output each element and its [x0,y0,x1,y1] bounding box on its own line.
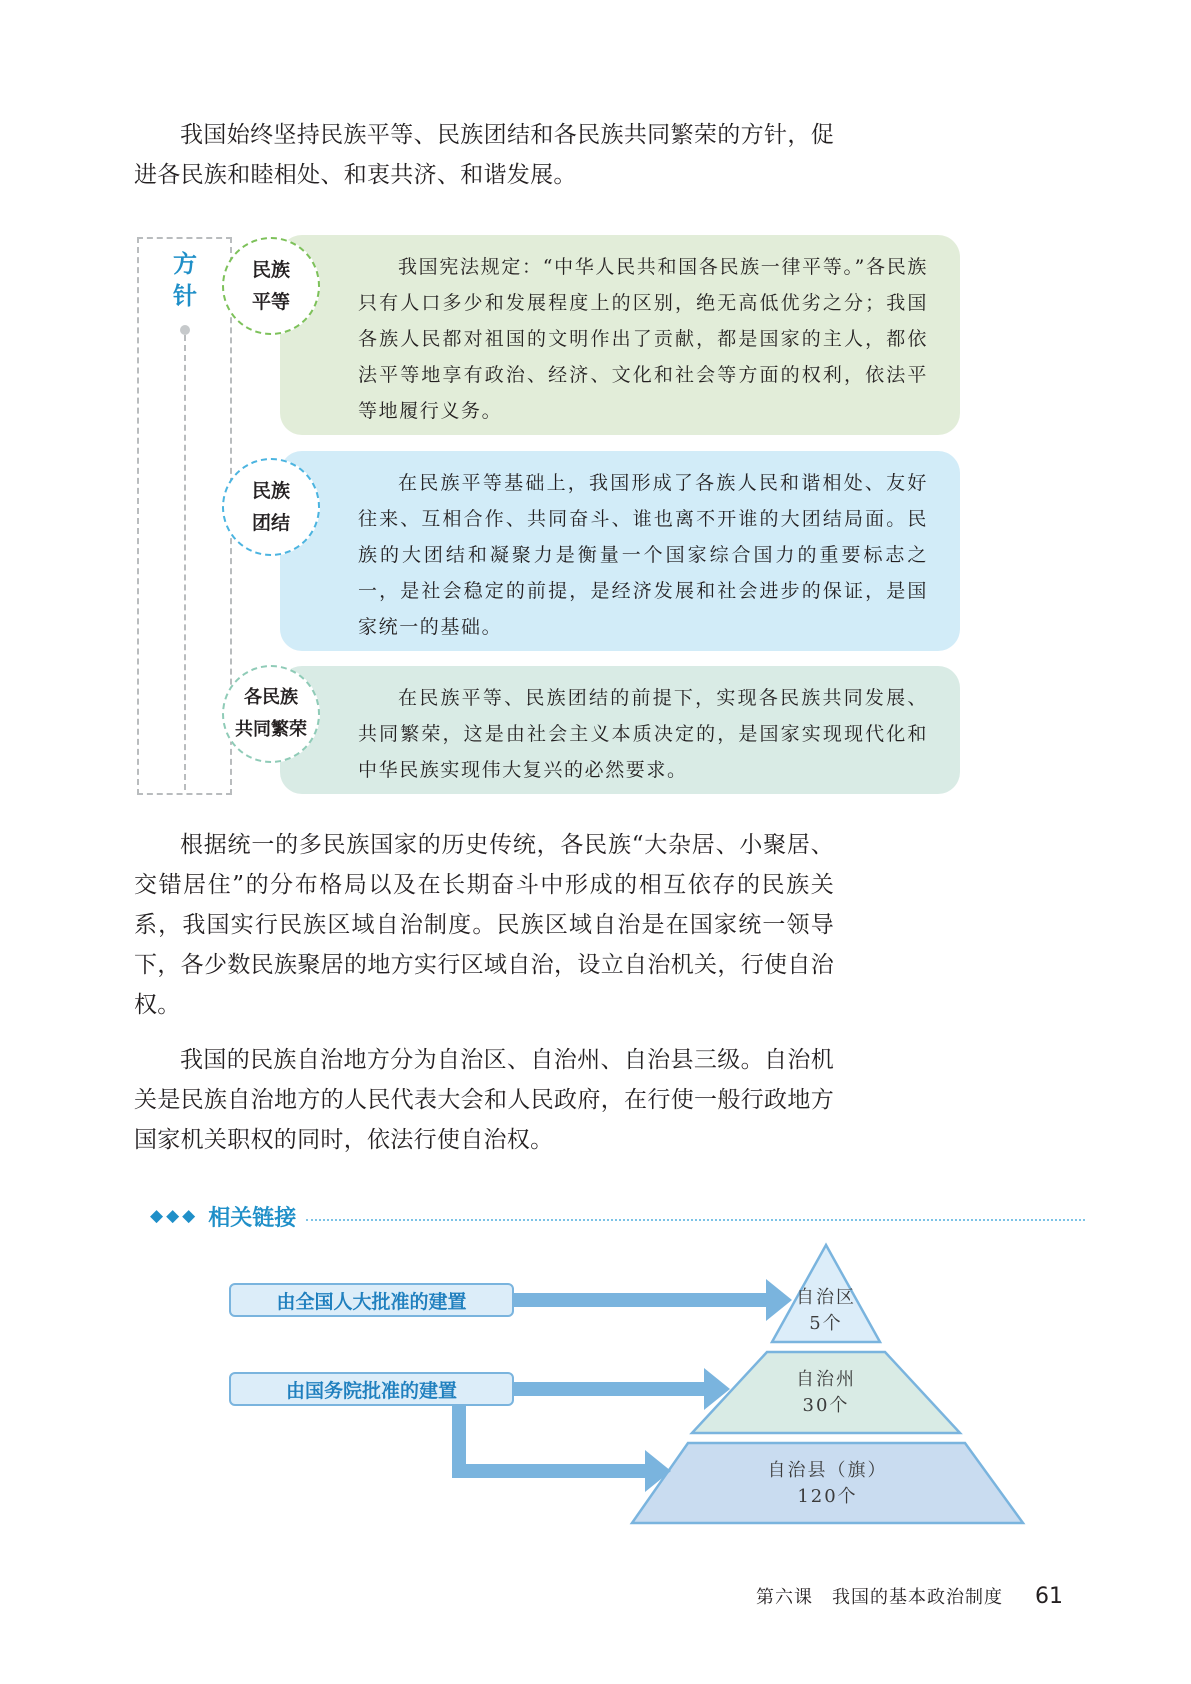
autonomy-levels-paragraph: 我国的民族自治地方分为自治区、自治州、自治县三级。自治机关是民族自治地方的人民代表大会和人民政府，在行使一般行政地方国家机关职权的同时，依法行使自治权。 [134,1047,834,1153]
policy-card-text: 我国宪法规定：“中华人民共和国各民族一律平等。”各民族只有人口多少和发展程度上的区别，绝无高低优劣之分；我国各族人民都对祖国的文明作出了贡献，都是国家的主人，都依法平等地享有政治、经济、文化和社会等方面的权利，依法平等地履行义务。 [358,256,928,422]
policy-label-equality: 民族 平等 [222,237,320,335]
related-link-title: 相关链接 [208,1205,297,1231]
policy-label-unity: 民族 团结 [222,458,320,556]
policy-card-text: 在民族平等基础上，我国形成了各族人民和谐相处、友好往来、互相合作、共同奋斗、谁也离不开谁的大团结局面。民族的大团结和凝聚力是衡量一个国家综合国力的重要标志之一，是社会稳定的前提，是经济发展和社会进步的保证，是国家统一的基础。 [358,472,928,638]
page-number: 61 [1035,1584,1063,1609]
chapter-title: 第六课 我国的基本政治制度 [756,1587,1003,1608]
arrow-to-region [514,1279,792,1321]
approval-npc-label: 由全国人大批准的建置 [229,1283,514,1317]
policy-title: 方 针 [173,250,197,310]
tier-prefecture-label: 自治州 30个 [796,1369,856,1416]
policy-card-text: 在民族平等、民族团结的前提下，实现各民族共同发展、共同繁荣，这是由社会主义本质决定的，是国家实现现代化和中华民族实现伟大复兴的必然要求。 [358,687,928,781]
intro-paragraph: 我国始终坚持民族平等、民族团结和各民族共同繁荣的方针，促进各民族和睦相处、和衷共济、和谐发展。 [134,122,834,188]
autonomy-paragraph: 根据统一的多民族国家的历史传统，各民族“大杂居、小聚居、交错居住”的分布格局以及在长期奋斗中形成的相互依存的民族关系，我国实行民族区域自治制度。民族区域自治是在国家统一领导下，各少数民族聚居的地方实行区域自治，设立自治机关，行使自治权。 [134,832,834,1018]
arrow-to-county [452,1406,671,1492]
tier-region-label: 自治区 5个 [796,1287,856,1334]
tier-county-label: 自治县（旗） 120个 [767,1460,888,1507]
arrow-to-prefecture [514,1368,730,1410]
diamond-icon: ◆◆◆ [150,1206,199,1226]
policy-label-prosperity: 各民族 共同繁荣 [222,665,320,763]
approval-state-council-label: 由国务院批准的建置 [229,1372,514,1406]
page-footer [756,1583,1063,1609]
